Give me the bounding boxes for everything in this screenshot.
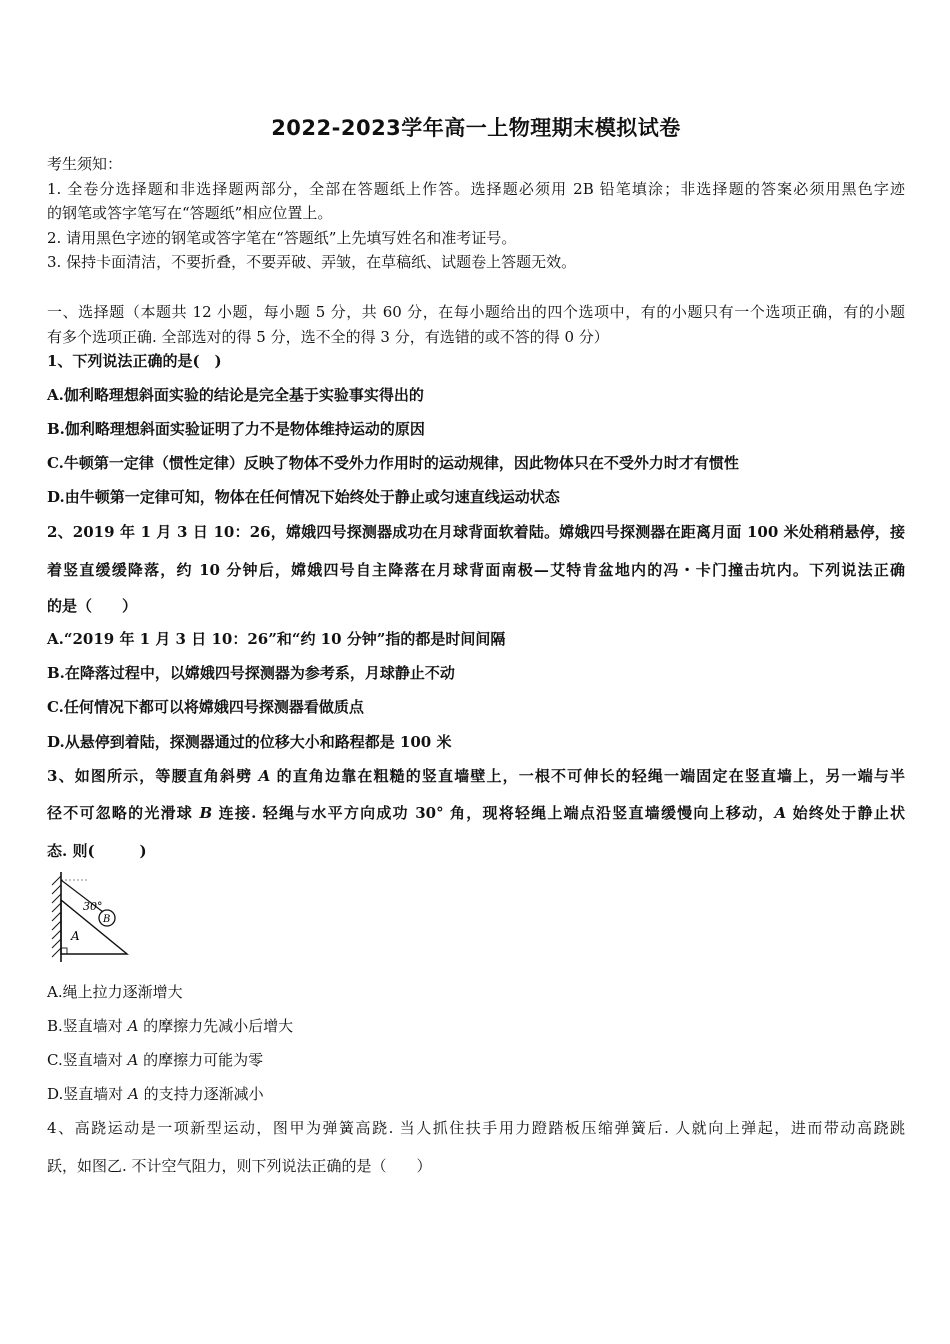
wedge-label: A (71, 929, 80, 943)
question-2-option-a: A.“2019 年 1 月 3 日 10：26”和“约 10 分钟”指的都是时间间隔 (47, 630, 506, 648)
question-3-option-a: A.绳上拉力逐渐增大 (47, 983, 183, 1001)
question-3-line-3: 态. 则( ) (47, 842, 147, 860)
question-1-option-c: C.牛顿第一定律（惯性定律）反映了物体不受外力作用时的运动规律，因此物体只在不受外力时才有惯性 (47, 454, 739, 472)
right-angle-mark (61, 948, 67, 954)
section-1-line-2: 有多个选项正确. 全部选对的得 5 分，选不全的得 3 分，有选错的或不答的得 0 分） (47, 328, 609, 346)
page-title: 2022-2023学年高一上物理期末模拟试卷 (271, 116, 681, 140)
question-3-line-2: 径不可忽略的光滑球 B 连接. 轻绳与水平方向成功 30° 角，现将轻绳上端点沿竖直墙缓慢向上移动，A 始终处于静止状 (47, 804, 905, 822)
notice-item-1-line-1: 1. 全卷分选择题和非选择题两部分，全部在答题纸上作答。选择题必须用 2B 铅笔填涂；非选择题的答案必须用黑色字迹 (47, 180, 905, 198)
question-2-line-1: 2、2019 年 1 月 3 日 10：26，嫦娥四号探测器成功在月球背面软着陆。嫦娥四号探测器在距离月面 100 米处稍稍悬停，接 (47, 523, 905, 541)
wall-hatching (52, 876, 61, 957)
notice-heading: 考生须知： (47, 155, 123, 173)
notice-item-2: 2. 请用黑色字迹的钢笔或答字笔在“答题纸”上先填写姓名和准考证号。 (47, 229, 517, 247)
question-1-stem: 1、下列说法正确的是( ) (47, 352, 222, 370)
notice-item-3: 3. 保持卡面清洁，不要折叠，不要弄破、弄皱，在草稿纸、试题卷上答题无效。 (47, 253, 577, 271)
ball-label: B (103, 914, 111, 925)
question-3-option-b: B.竖直墙对 A 的摩擦力先减小后增大 (47, 1017, 294, 1035)
question-2-line-2: 着竖直缓缓降落，约 10 分钟后，嫦娥四号自主降落在月球背面南极—艾特肯盆地内的冯・卡门撞击坑内。下列说法正确 (47, 561, 905, 579)
question-2-line-3: 的是（ ） (47, 597, 138, 615)
wedge-ball-wall-figure (47, 872, 137, 962)
question-1-option-a: A.伽利略理想斜面实验的结论是完全基于实验事实得出的 (47, 386, 424, 404)
question-2-option-d: D.从悬停到着陆，探测器通过的位移大小和路程都是 100 米 (47, 733, 452, 751)
question-1-option-d: D.由牛顿第一定律可知，物体在任何情况下始终处于静止或匀速直线运动状态 (47, 488, 560, 506)
question-2-option-b: B.在降落过程中，以嫦娥四号探测器为参考系，月球静止不动 (47, 664, 455, 682)
notice-item-1-line-2: 的钢笔或答字笔写在“答题纸”相应位置上。 (47, 204, 333, 222)
question-4-line-1: 4、高跷运动是一项新型运动，图甲为弹簧高跷. 当人抓住扶手用力蹬踏板压缩弹簧后. 人就向上弹起，进而带动高跷跳 (47, 1119, 905, 1137)
section-1-line-1: 一、选择题（本题共 12 小题，每小题 5 分，共 60 分，在每小题给出的四个选项中，有的小题只有一个选项正确，有的小题 (47, 303, 905, 321)
question-1-option-b: B.伽利略理想斜面实验证明了力不是物体维持运动的原因 (47, 420, 425, 438)
question-3-line-1: 3、如图所示，等腰直角斜劈 A 的直角边靠在粗糙的竖直墙壁上，一根不可伸长的轻绳一端固定在竖直墙上，另一端与半 (47, 767, 905, 785)
question-3-option-d: D.竖直墙对 A 的支持力逐渐减小 (47, 1085, 264, 1103)
question-4-line-2: 跃，如图乙. 不计空气阻力，则下列说法正确的是（ ） (47, 1157, 432, 1175)
question-3-option-c: C.竖直墙对 A 的摩擦力可能为零 (47, 1051, 264, 1069)
angle-label: 30° (83, 900, 103, 913)
question-2-option-c: C.任何情况下都可以将嫦娥四号探测器看做质点 (47, 698, 364, 716)
